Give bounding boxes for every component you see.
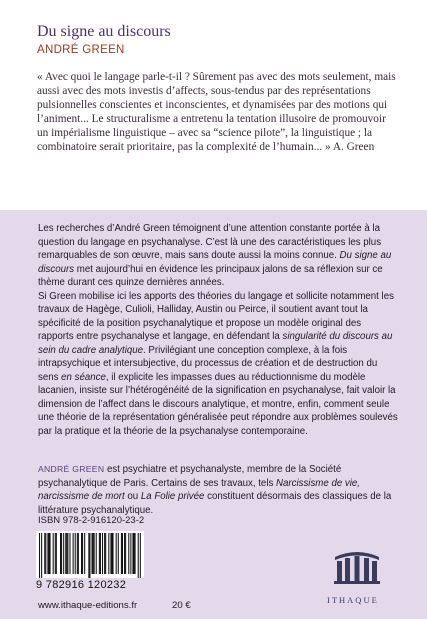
barcode-bar [108, 533, 109, 574]
barcode-bar [93, 533, 94, 574]
barcode-bar [73, 533, 74, 574]
barcode-bar [50, 533, 51, 574]
barcode-bar [125, 533, 126, 574]
description-paragraph-1: Les recherches d’André Green témoignent d’une attention constante portée à la question du langage en psychanalyse. C’est là une des caractéristiques les plus remarquables de son œuvre, mais sans doute aussi la moins connue. Du signe au discours met aujourd’hui en évidence les principaux jalons de sa réflexion sur ce thème durant ces quinze dernières années. [38, 223, 392, 288]
book-author: ANDRÉ GREEN [37, 44, 125, 56]
barcode-bar [55, 533, 56, 574]
barcode-bar [48, 533, 49, 574]
barcode-bar [82, 533, 83, 574]
barcode-bar [122, 533, 123, 574]
publisher-website: www.ithaque-editions.fr [38, 600, 138, 611]
barcode-bar [100, 533, 101, 574]
barcode-bar [88, 533, 89, 578]
author-quote: « Avec quoi le langage parle-t-il ? Sûrement pas avec des mots seulement, mais aussi avec des mots investis d’affects, sous-tendus par des représentations pulsionnelles conscientes et inconscientes, et dynamisées par des motions qui l’animent... Le structuralisme a entretenu la tentation illusoire de promouvoir un impérialisme linguistique – avec sa “science pilote”, la linguistique ; la combinatoire serait prioritaire, pas la complexité de l’humain... » A. Green [37, 71, 396, 153]
barcode-bar [121, 533, 122, 574]
author-name-caps: ANDRÉ GREEN [38, 464, 105, 474]
publisher-name: ITHAQUE [327, 595, 379, 605]
barcode-bar [135, 533, 136, 574]
barcode-bar [116, 533, 117, 574]
author-biography: ANDRÉ GREEN est psychiatre et psychanalyste, membre de la Société psychanalytique de Paris. Certains de ses travaux, tels Narcissisme de vie, narcissisme de mort ou La Folie privée constituent désormais des classiques de la littérature psychanalytique. [38, 464, 392, 516]
barcode-bar [104, 533, 105, 574]
book-title-reference: Du signe au discours [38, 250, 392, 275]
barcode-bar [138, 533, 139, 578]
barcode-bar [118, 533, 119, 574]
barcode-bar [96, 533, 97, 574]
barcode-bar [44, 533, 45, 574]
barcode-bar [75, 533, 76, 574]
barcode-bar [81, 533, 82, 574]
barcode-bar [56, 533, 57, 574]
barcode-bar [132, 533, 133, 574]
barcode-bar [113, 533, 114, 574]
barcode-bar [89, 533, 90, 578]
barcode-bar [45, 533, 46, 574]
barcode-number: 9 782916 120232 [36, 579, 127, 591]
barcode-bar [78, 533, 79, 574]
barcode-bar [41, 533, 42, 578]
barcode-bar [60, 533, 61, 574]
barcode-bar [84, 533, 85, 574]
barcode-bar [77, 533, 78, 574]
description-paragraph-2: Si Green mobilise ici les apports des théories du langage et sollicite notamment les travaux de Hagège, Culioli, Halliday, Austin ou Peirce, il soutient avant tout la spécificité de la position psychanalytique et propose un modèle original des rapports entre psychanalyse et langage, en défendant la singularité du discours au sein du cadre analytique. Privilégiant une conception complexe, à la fois intrapsychique et intersubjective, du processus de création et de destruction du sens en séance, il explicite les impasses dues au réductionnisme du modèle lacanien, insiste sur l’hétérogénéité de la signification en psychanalyse, fait valoir la dimension de l’affect dans le discours analytique, et montre, enfin, comment seule une théorie de la représentation généralisée peut répondre aux problèmes soulevés par la pratique et la théorie de la psychanalyse contemporaine. [38, 290, 398, 437]
book-title: Du signe au discours [37, 23, 171, 40]
barcode-bar [69, 533, 70, 574]
barcode-bar [63, 533, 64, 574]
barcode-bar [47, 533, 48, 574]
isbn: ISBN 978-2-916120-23-2 [38, 515, 145, 526]
barcode-bar [134, 533, 135, 574]
barcode-bar [61, 533, 62, 574]
barcode-bar [65, 533, 66, 574]
barcode-bar [110, 533, 111, 574]
barcode-icon [36, 531, 144, 578]
barcode-bar [39, 533, 40, 578]
barcode-bar [140, 533, 141, 578]
barcode-bar [111, 533, 112, 574]
barcode-bar [124, 533, 125, 574]
barcode-bar [102, 533, 103, 574]
barcode-bar [94, 533, 95, 574]
barcode-bar [128, 533, 129, 574]
ithaque-columns-logo-icon [331, 545, 383, 585]
barcode-bar [99, 533, 100, 574]
price: 20 € [172, 600, 191, 611]
barcode-bar [105, 533, 106, 574]
barcode-bar [92, 533, 93, 574]
book-description [38, 222, 398, 438]
barcode-bar [53, 533, 54, 574]
barcode-bar [130, 533, 131, 574]
barcode-bar [67, 533, 68, 574]
barcode-bar [66, 533, 67, 574]
